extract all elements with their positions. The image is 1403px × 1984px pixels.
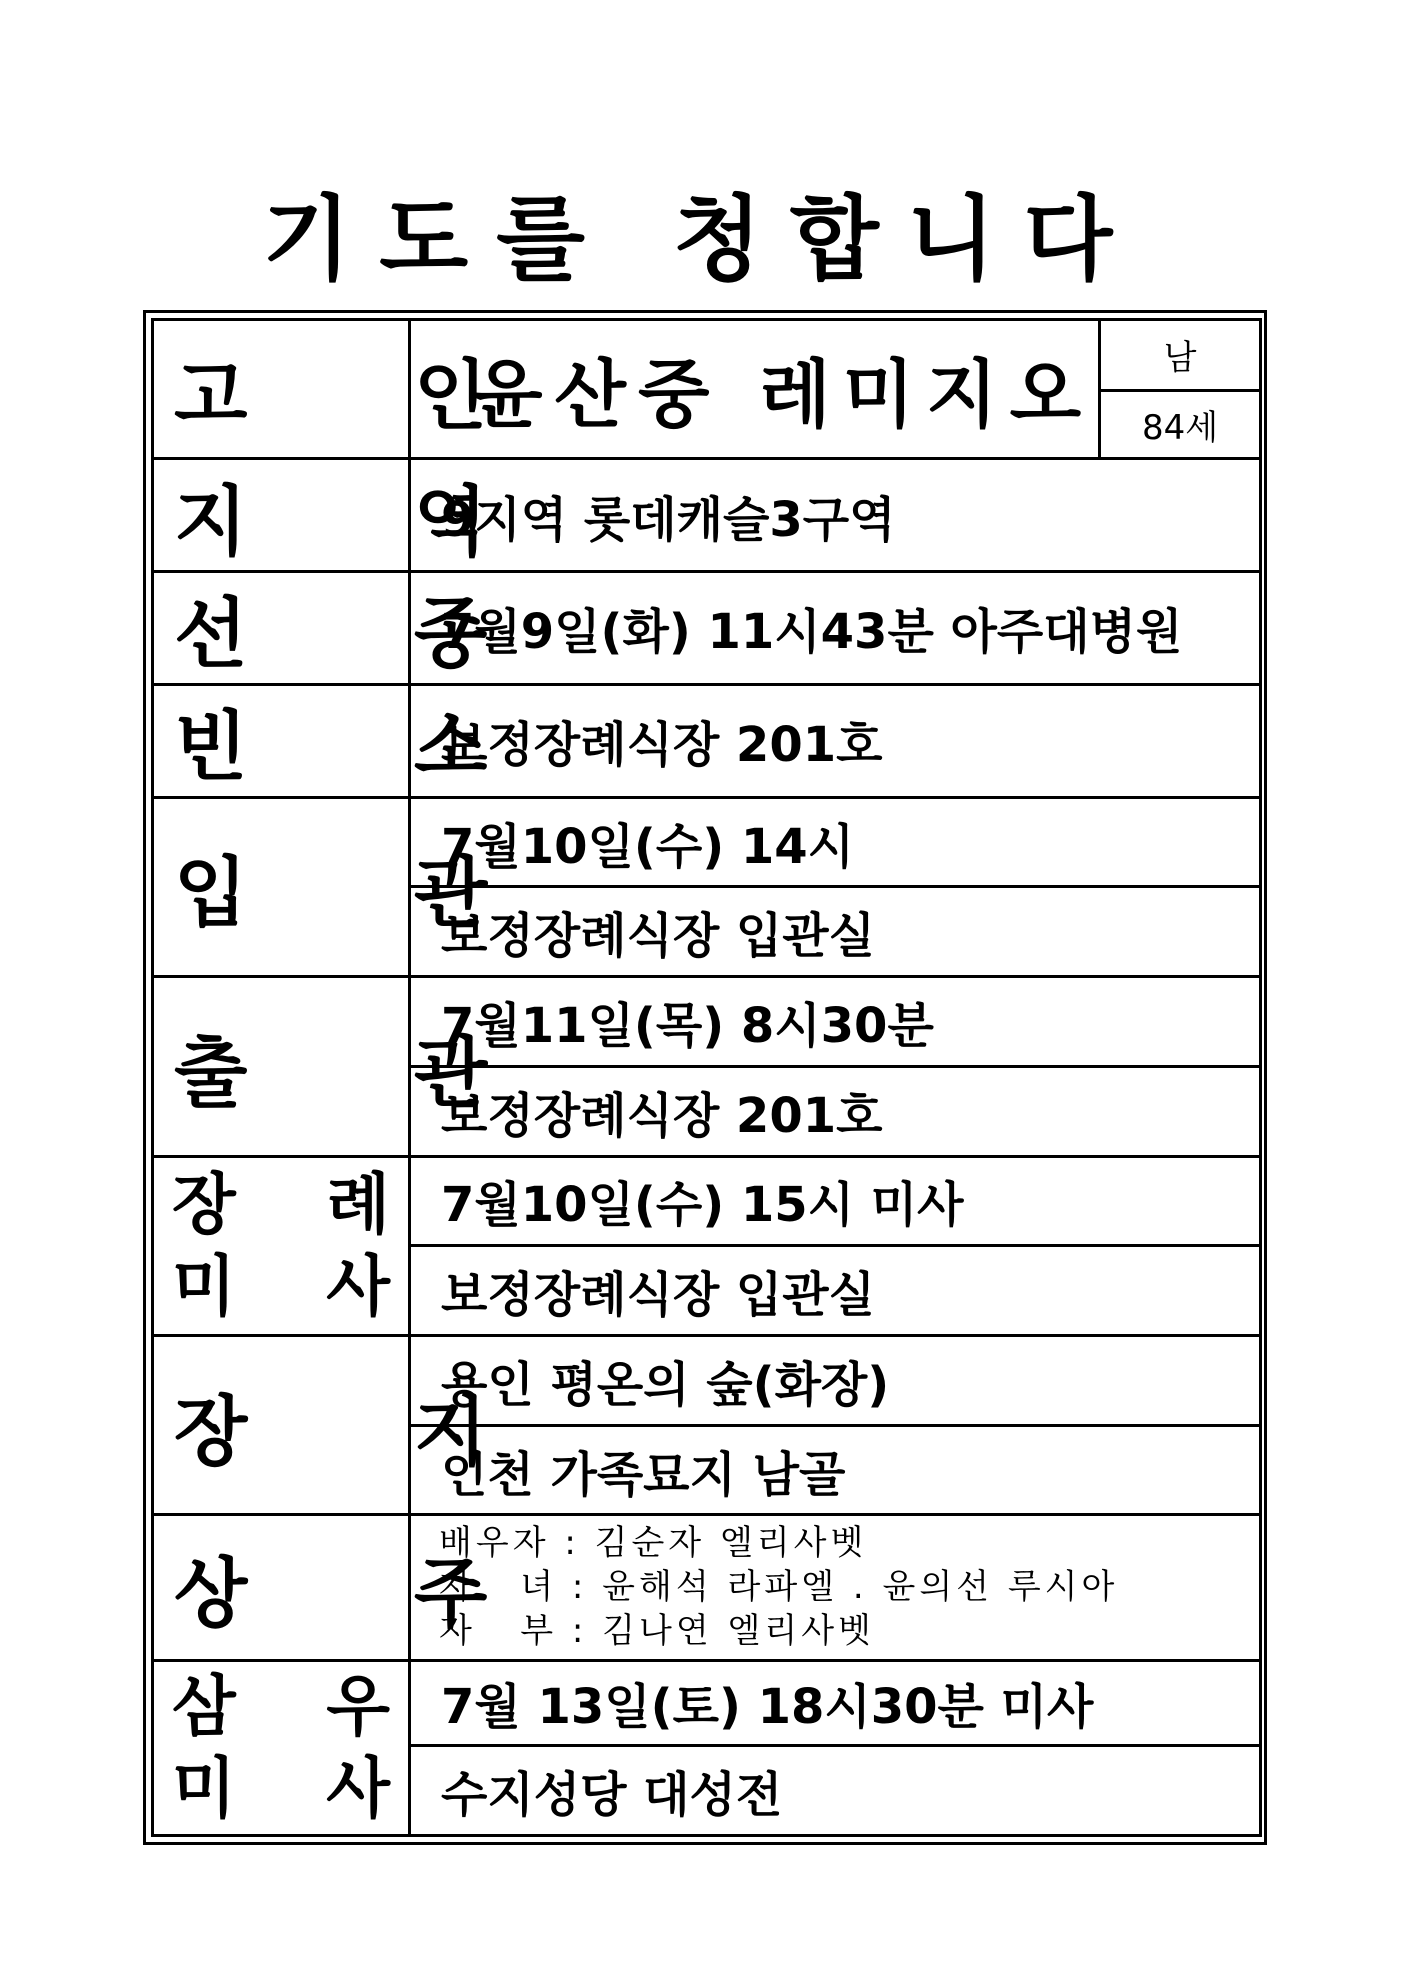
mourner-line: 자 부 : 김나연 엘리사벳 xyxy=(439,1611,875,1652)
label-third-day-mass-char: 우 xyxy=(326,1667,390,1745)
burial-place-2: 인천 가족묘지 남골 xyxy=(410,1425,1261,1515)
label-burial: 장 지 xyxy=(153,1335,410,1514)
mourner-line: 자 녀 : 윤해석 라파엘 . 윤의선 루시아 xyxy=(439,1567,1119,1608)
label-funeral-mass-char: 장 xyxy=(172,1165,236,1243)
label-deceased: 고 인 xyxy=(153,320,410,459)
label-mourners: 상 주 xyxy=(153,1515,410,1660)
label-third-day-mass-char: 사 xyxy=(326,1749,390,1827)
label-funeral-mass xyxy=(153,1156,410,1335)
label-mortuary: 빈 소 xyxy=(153,684,410,797)
obituary-table xyxy=(151,318,1262,1837)
region-value: 9지역 롯데캐슬3구역 xyxy=(410,459,1261,572)
departure-place: 보정장례식장 201호 xyxy=(410,1066,1261,1156)
third-day-mass-place: 수지성당 대성전 xyxy=(410,1746,1261,1836)
deceased-age: 84세 xyxy=(1100,390,1261,459)
label-funeral-mass-char: 미 xyxy=(172,1247,236,1325)
label-region: 지 역 xyxy=(153,459,410,572)
deceased-name: 윤산중 레미지오 xyxy=(410,320,1100,459)
encoffin-place: 보정장례식장 입관실 xyxy=(410,887,1261,977)
label-departure: 출 관 xyxy=(153,977,410,1156)
funeral-mass-time: 7월10일(수) 15시 미사 xyxy=(410,1156,1261,1246)
label-passing: 선 종 xyxy=(153,571,410,684)
departure-time: 7월11일(목) 8시30분 xyxy=(410,977,1261,1067)
mortuary-value: 보정장례식장 201호 xyxy=(410,684,1261,797)
label-third-day-mass-char: 미 xyxy=(172,1749,236,1827)
label-funeral-mass-char: 사 xyxy=(326,1247,390,1325)
passing-value: 7월9일(화) 11시43분 아주대병원 xyxy=(410,571,1261,684)
third-day-mass-time: 7월 13일(토) 18시30분 미사 xyxy=(410,1660,1261,1746)
mourner-line: 배우자 : 김순자 엘리사벳 xyxy=(439,1523,868,1564)
deceased-gender: 남 xyxy=(1100,320,1261,391)
label-encoffin: 입 관 xyxy=(153,797,410,976)
mourners-list xyxy=(410,1515,1261,1660)
label-third-day-mass xyxy=(153,1660,410,1835)
burial-place-1: 용인 평온의 숲(화장) xyxy=(410,1335,1261,1425)
label-third-day-mass-char: 삼 xyxy=(172,1667,236,1745)
funeral-mass-place: 보정장례식장 입관실 xyxy=(410,1246,1261,1336)
label-funeral-mass-char: 례 xyxy=(326,1165,390,1243)
encoffin-time: 7월10일(수) 14시 xyxy=(410,797,1261,887)
page-title: 기도를 청합니다 xyxy=(262,186,1141,293)
